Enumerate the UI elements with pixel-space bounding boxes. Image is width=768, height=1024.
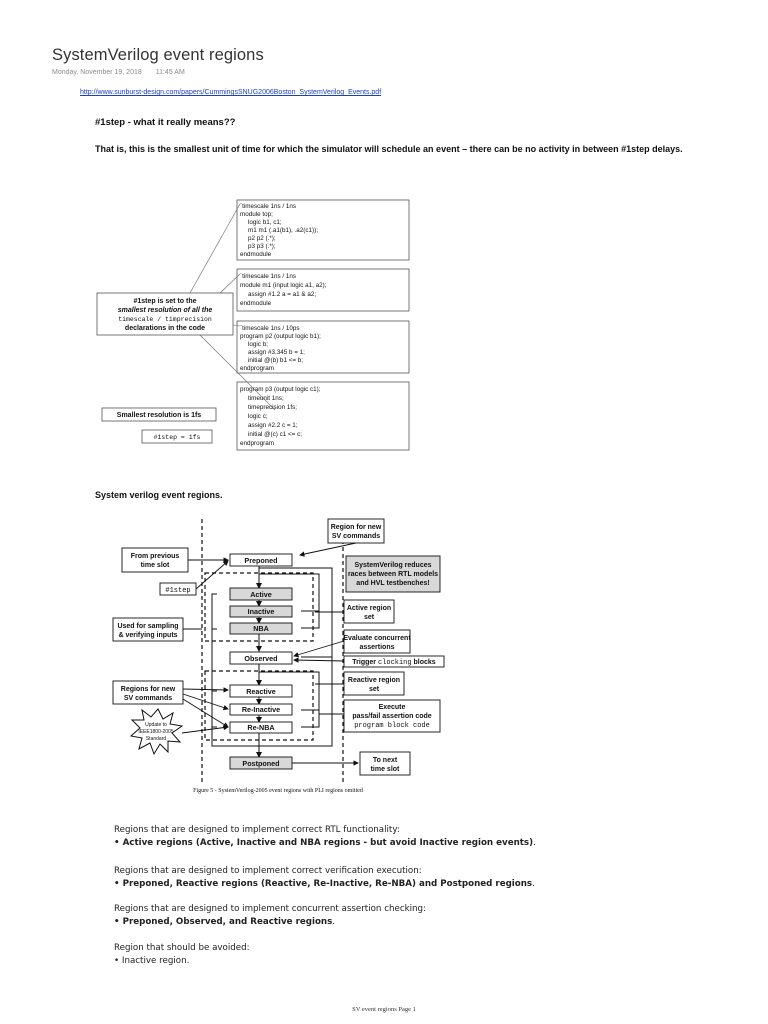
code-line: p2 p2 (.*); [248,235,276,242]
section-verification [114,866,535,889]
region-active-label: Active [250,590,272,599]
region-preponed-label: Preponed [244,556,278,565]
code-line: program p3 (output logic c1); [240,386,321,393]
code-line: initial @(c) c1 <= c; [248,431,302,438]
burst-line1: Update to [145,722,167,728]
evaluate-line1: Evaluate concurrent [343,635,411,642]
pointer-line-1 [190,204,240,293]
new-top-line2: SV commands [331,533,381,540]
from-previous-line2: time slot [140,562,170,569]
new-top-line1: Region for new [330,524,382,531]
used-sampling-line1: Used for sampling [117,623,179,630]
code-line: endprogram [240,365,274,372]
section-bullet: • Active regions (Active, Inactive and NBA regions - but avoid Inactive region events). [114,838,536,848]
code-line: logic b; [248,341,268,348]
new-left-line1: Regions for new [120,686,176,693]
timescale-figure [90,192,420,454]
section-intro: Regions that are designed to implement correct RTL functionality: [114,825,400,835]
code-line: endmodule [240,251,272,258]
from-previous-line1: From previous [130,553,180,560]
used-sampling-line2: & verifying inputs [118,632,178,639]
heading-1step: #1step - what it really means?? [95,117,236,128]
code-line: program p2 (output logic b1); [240,333,321,340]
code-line: m1 m1 (.a1(b1), .a2(c1)); [248,227,318,234]
region-reactive-label: Reactive [246,687,276,696]
trigger-text: Trigger clocking blocks [352,659,436,667]
page-meta [52,69,197,76]
page-date: Monday, November 19, 2018 [52,69,142,76]
evaluate-line2: assertions [359,644,395,651]
code-line: logic b1, c1; [248,219,282,226]
figure-caption: Figure 5 - SystemVerilog-2005 event regions with PLI regions omitted [193,788,363,794]
onestep-label: #1step [165,587,191,595]
code-line: timeprecision 1fs; [248,404,297,411]
code-line: endmodule [240,300,272,307]
code-line: `timescale 1ns / 1ns [240,273,296,280]
resolution-note-line: #1step is set to the [133,298,197,305]
races-line3: and HVL testbenches! [356,580,430,587]
region-reinactive-label: Re-Inactive [241,705,281,714]
reactive-set-line1: Reactive region [347,677,401,684]
execute-line2: pass/fail assertion code [352,713,432,720]
region-nba-label: NBA [253,624,269,633]
section-bullet: • Inactive region. [114,956,190,966]
section-intro: Region that should be avoided: [114,943,250,953]
races-line2: races between RTL models [347,571,439,578]
region-inactive-label: Inactive [247,607,275,616]
next-slot-line1: To next [372,757,398,764]
next-slot-line2: time slot [370,766,400,773]
resolution-note-line: timescale / timprecision [118,316,212,323]
section-bullet: • Preponed, Observed, and Reactive regions. [114,917,336,927]
burst-line2: IEEE1800-2005 [138,729,174,735]
region-postponed-label: Postponed [242,759,280,768]
section-rtl [114,825,536,848]
burst-line3: Standard [145,736,167,742]
code-line: `timescale 1ns / 10ps [240,325,300,332]
code-line: logic c; [248,413,268,420]
onestep-text: #1step = 1fs [153,434,201,441]
code-line: assign #2.2 c = 1; [248,422,298,429]
code-line: assign #3.345 b = 1; [248,349,305,356]
code-line: p3 p3 (.*); [248,243,276,250]
new-left-line2: SV commands [123,695,173,702]
active-set-line2: set [363,614,375,621]
region-renba-label: Re-NBA [247,723,275,732]
paper-link[interactable]: http://www.sunburst-design.com/papers/CummingsSNUG2006Boston_SystemVerilog_Events.pdf [80,89,382,96]
reactive-set-line2: set [368,686,380,693]
page-footer: SV event regions Page 1 [352,1006,416,1013]
code-line: module top; [240,211,273,218]
code-line: timeunit 1ns; [248,395,284,402]
code-line: module m1 (input logic a1, a2); [240,282,327,289]
resolution-note-line: declarations in the code [124,325,206,332]
section-assertion [114,904,426,927]
section-avoid [114,943,250,966]
event-regions-diagram [110,514,450,799]
resolution-note-line: smallest resolution of all the [117,307,213,314]
para-1step: That is, this is the smallest unit of time for which the simulator will schedule an event – there can be no activity in between #1step delays. [95,144,683,154]
code-line: endprogram [240,440,274,447]
code-line: initial @(b) b1 <= b; [248,357,304,364]
page-time: 11:45 AM [155,69,185,76]
section-bullet: • Preponed, Reactive regions (Reactive, Re-Inactive, Re-NBA) and Postponed regions. [114,879,535,889]
heading-event-regions: System verilog event regions. [95,490,223,500]
smallest-resolution-text: Smallest resolution is 1fs [116,412,202,419]
region-observed-label: Observed [244,654,278,663]
section-intro: Regions that are designed to implement correct verification execution: [114,866,422,876]
page-title: SystemVerilog event regions [52,46,264,64]
code-line: assign #1.2 a = a1 & a2; [248,291,317,298]
active-set-line1: Active region [346,605,392,612]
code-line: `timescale 1ns / 1ns [240,203,296,210]
execute-line3: program block code [354,722,430,730]
execute-line1: Execute [378,704,406,711]
section-intro: Regions that are designed to implement concurrent assertion checking: [114,904,426,914]
races-line1: SystemVerilog reduces [354,562,432,569]
